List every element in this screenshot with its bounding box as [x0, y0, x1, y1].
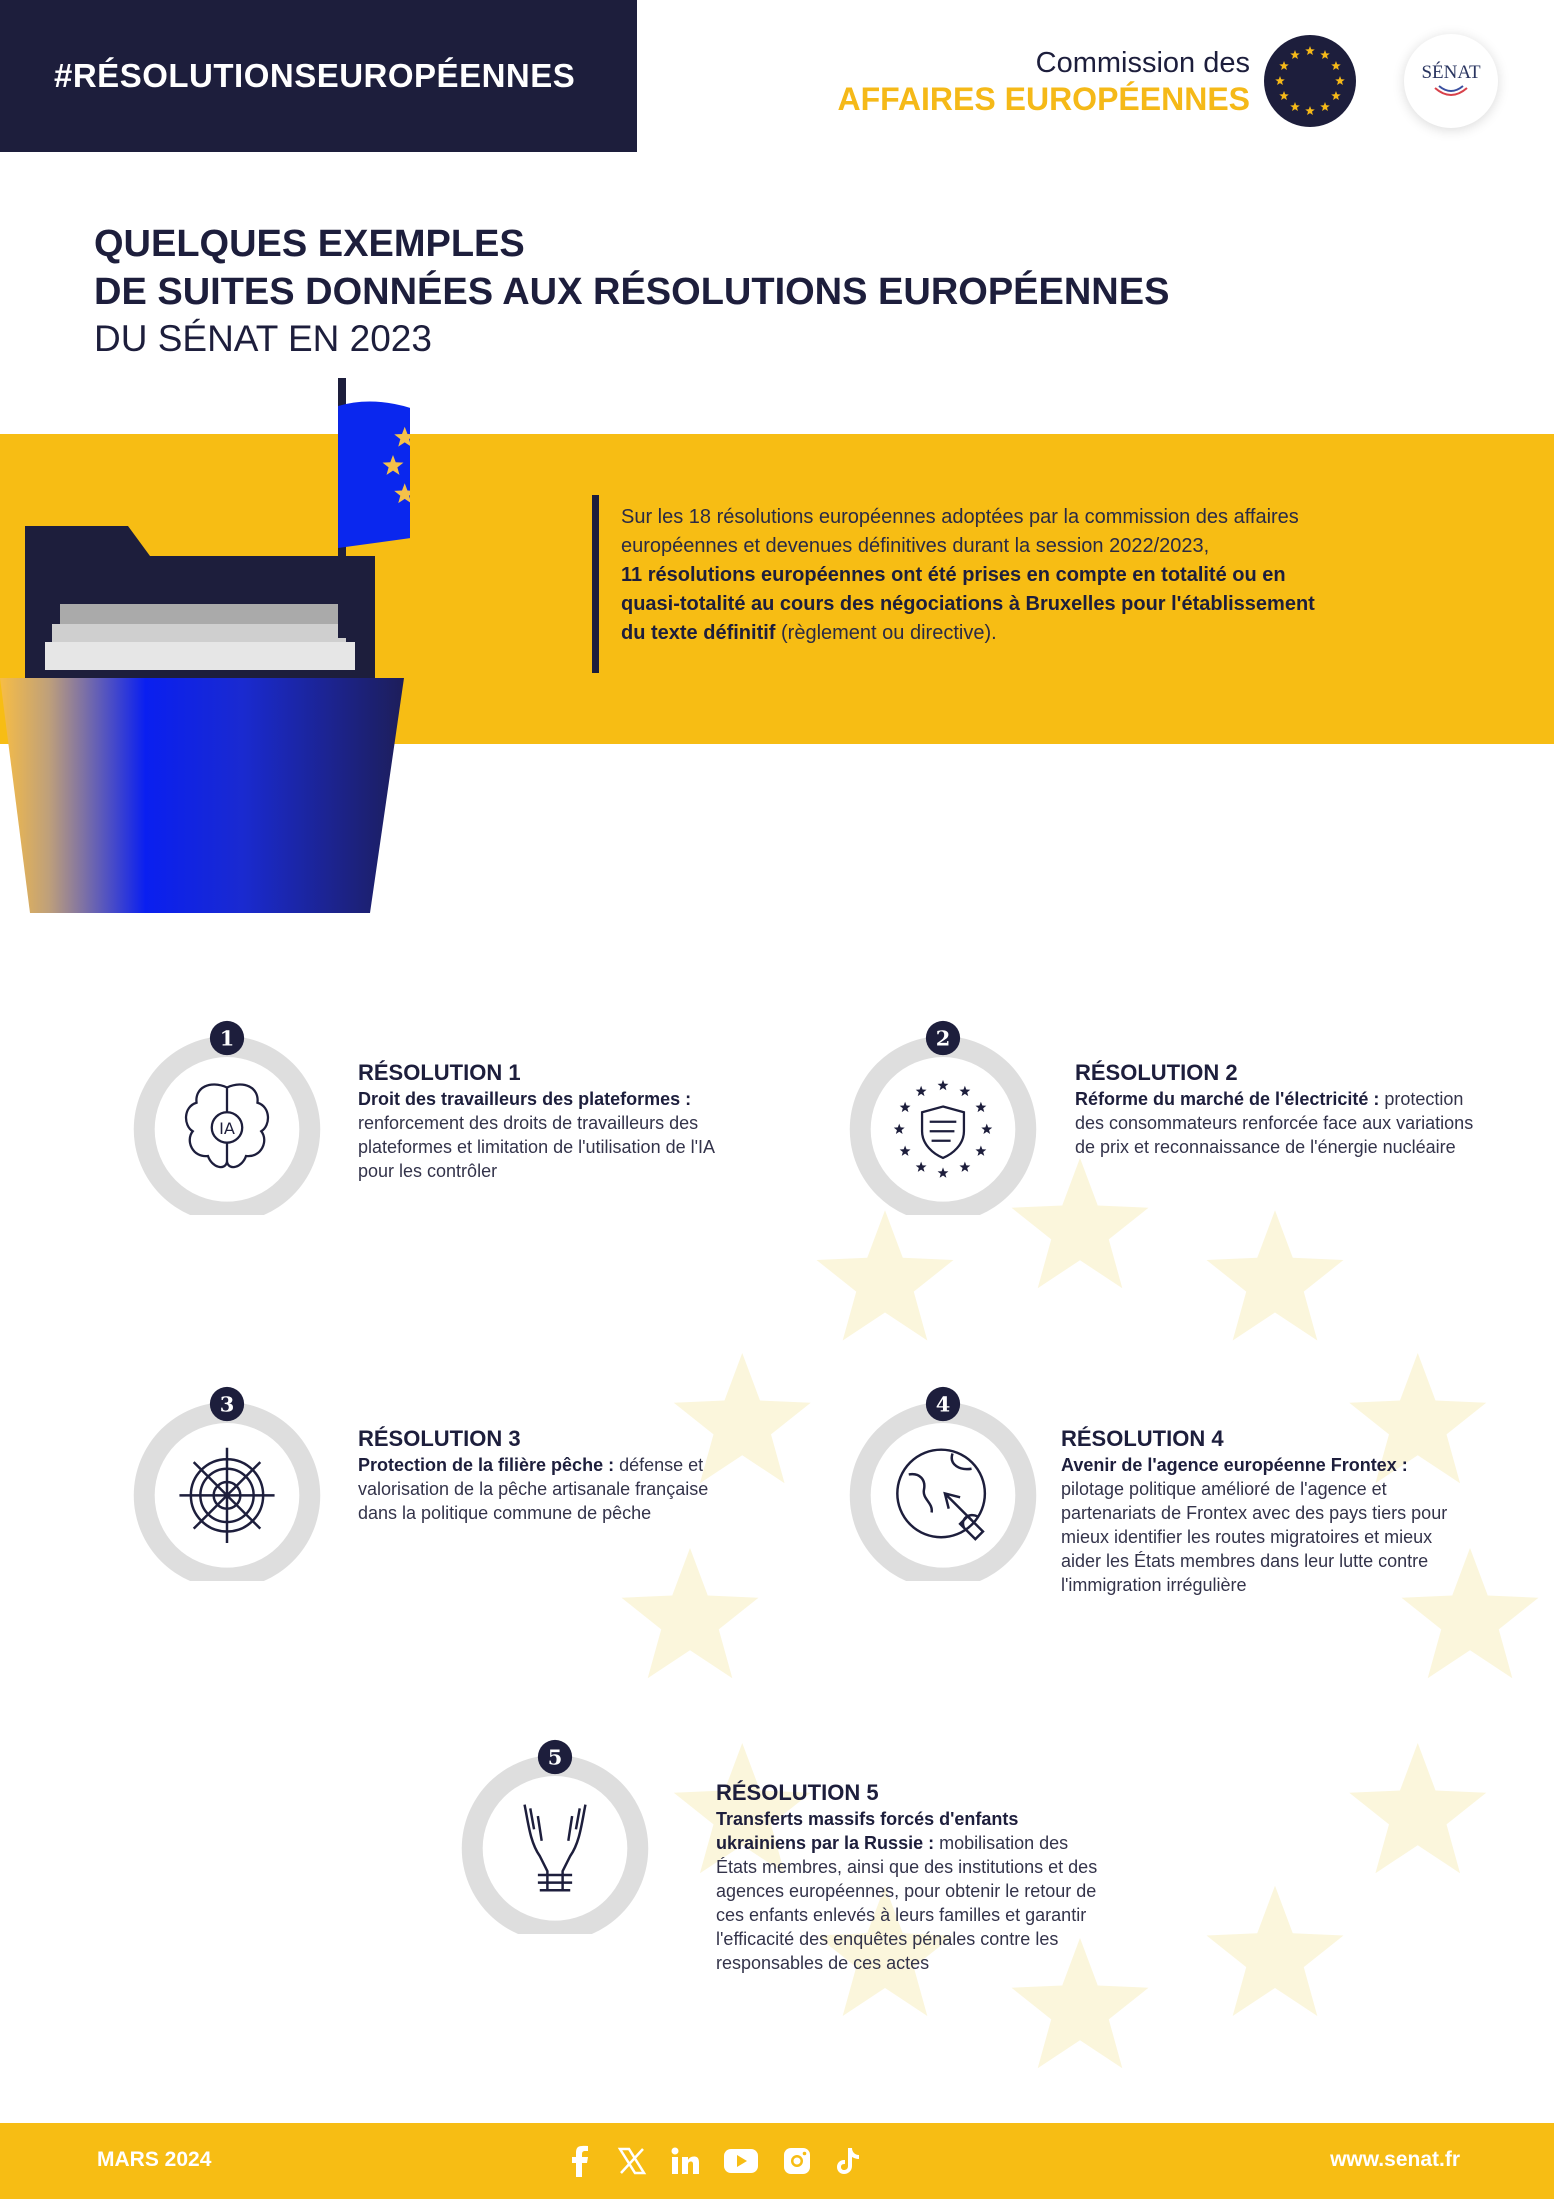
instagram-icon[interactable] — [782, 2146, 812, 2176]
resolution-3-number: 3 — [219, 1391, 235, 1417]
resolution-3-badge — [129, 1385, 325, 1581]
resolution-2-text — [1075, 1059, 1475, 1159]
hashtag-banner — [0, 0, 637, 152]
background-star — [817, 1210, 954, 1340]
resolution-5-number: 5 — [547, 1744, 563, 1770]
social-links — [566, 2139, 861, 2183]
title-line3: DU SÉNAT EN 2023 — [94, 318, 432, 359]
intro-part1: Sur les 18 résolutions européennes adoptées par la commission des affaires européennes et devenues définitives durant la session 2022/2023, — [621, 506, 1299, 557]
resolution-1-text — [358, 1059, 748, 1183]
background-stars-icon — [520, 1120, 1554, 2140]
eu-stars-logo-icon — [1264, 35, 1356, 127]
footer-bar — [0, 2123, 1554, 2199]
resolution-1-title: RÉSOLUTION 1 — [358, 1060, 521, 1085]
resolution-4-subject: Avenir de l'agence européenne Frontex : — [1061, 1455, 1408, 1475]
resolution-2-number: 2 — [935, 1025, 951, 1051]
resolution-2-description: protection des consommateurs renforcée face aux variations de prix et reconnaissance de l'énergie nucléaire — [1075, 1089, 1474, 1157]
resolution-2-subject: Réforme du marché de l'électricité : — [1075, 1089, 1380, 1109]
facebook-icon[interactable] — [566, 2145, 594, 2177]
resolution-5-description: mobilisation des États membres, ainsi que des institutions et des agences européennes, pour obtenir le retour de ces enfants enlevés à leurs familles et garantir l'efficacité des enquêtes pénales contre les responsables de ces actes — [716, 1833, 1098, 1973]
intro-accent-bar — [592, 495, 599, 673]
resolution-3-text — [358, 1425, 738, 1525]
senat-logo — [1404, 34, 1498, 128]
footer-date: MARS 2024 — [97, 2148, 212, 2171]
intro-paragraph — [621, 503, 1341, 648]
commission-line1: Commission des — [1035, 47, 1250, 79]
hashtag-text: #RÉSOLUTIONSEUROPÉENNES — [54, 57, 576, 94]
resolution-4-title: RÉSOLUTION 4 — [1061, 1426, 1224, 1451]
resolution-4-description: pilotage politique amélioré de l'agence et partenariats de Frontex avec des pays tiers pour mieux identifier les routes migratoires et mieux aider les États membres dans leur lutte contre l'immigration irrégulière — [1061, 1479, 1448, 1595]
youtube-icon[interactable] — [723, 2147, 759, 2175]
title-line2: DE SUITES DONNÉES AUX RÉSOLUTIONS EUROPÉENNES — [94, 271, 1170, 313]
page-title — [94, 220, 1169, 362]
background-star — [1207, 1886, 1344, 2016]
intro-bold: 11 résolutions européennes ont été prises en compte en totalité ou en quasi-totalité au cours des négociations à Bruxelles pour l'établissement du texte définitif — [621, 564, 1315, 644]
linkedin-icon[interactable] — [670, 2146, 700, 2176]
resolution-4-number: 4 — [935, 1391, 951, 1417]
svg-text:IA: IA — [219, 1119, 235, 1139]
folder-flag-illustration-icon — [0, 378, 410, 913]
resolution-1-number: 1 — [219, 1025, 235, 1051]
footer-website-link[interactable]: www.senat.fr — [1330, 2148, 1460, 2171]
title-line1: QUELQUES EXEMPLES — [94, 223, 525, 265]
resolution-3-description: défense et valorisation de la pêche artisanale française dans la politique commune de pêche — [358, 1455, 709, 1523]
background-star — [622, 1548, 759, 1678]
resolution-3-subject: Protection de la filière pêche : — [358, 1455, 615, 1475]
senat-logo-text: SÉNAT — [1421, 62, 1481, 83]
resolution-4-text — [1061, 1425, 1461, 1597]
resolution-2-badge — [845, 1019, 1041, 1215]
resolution-1-description: renforcement des droits de travailleurs des plateformes et limitation de l'utilisation de l'IA pour les contrôler — [358, 1113, 715, 1181]
background-star — [1207, 1210, 1344, 1340]
background-star — [1349, 1743, 1486, 1873]
tiktok-icon[interactable] — [835, 2146, 861, 2176]
resolution-4-badge — [845, 1385, 1041, 1581]
commission-line2: AFFAIRES EUROPÉENNES — [837, 81, 1250, 117]
resolution-1-subject: Droit des travailleurs des plateformes : — [358, 1089, 692, 1109]
resolution-5-subject: Transferts massifs forcés d'enfants ukrainiens par la Russie : — [716, 1809, 1019, 1853]
resolution-5-title: RÉSOLUTION 5 — [716, 1780, 879, 1805]
intro-part2: (règlement ou directive). — [775, 622, 997, 644]
commission-label — [837, 46, 1250, 118]
resolution-2-title: RÉSOLUTION 2 — [1075, 1060, 1238, 1085]
resolution-1-badge — [129, 1019, 325, 1215]
x-icon[interactable] — [617, 2146, 647, 2176]
resolution-5-text — [716, 1779, 1106, 1975]
senat-arc-icon — [1431, 84, 1471, 100]
resolution-5-badge — [457, 1738, 653, 1934]
resolution-3-title: RÉSOLUTION 3 — [358, 1426, 521, 1451]
